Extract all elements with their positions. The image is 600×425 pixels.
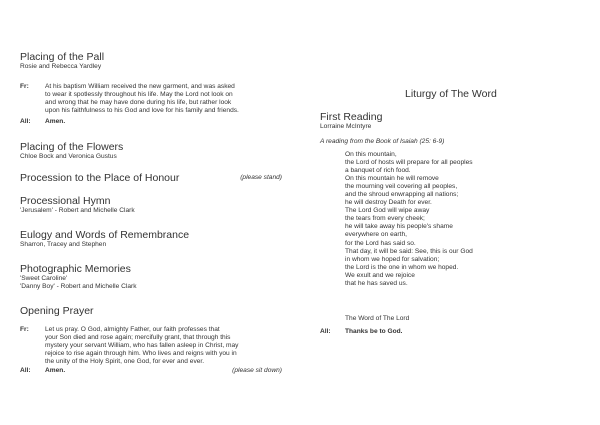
pall-title: Placing of the Pall [20,51,105,63]
pall-fr-text [45,83,282,115]
reading-line: he will take away his people's shame [345,223,453,231]
photos-item: 'Sweet Caroline' [20,275,68,282]
eulogy-section [20,229,189,249]
reading-reader: Lorraine McIntyre [320,123,372,130]
reading-text [345,151,473,288]
reading-section [320,111,382,131]
reading-line: a banquet of rich food. [345,167,411,175]
pall-fr-line: upon his faithfulness to his God and love for his family and friends. [45,107,239,114]
procession-title: Procession to the Place of Honour [20,172,180,184]
hymn-detail: 'Jerusalem' - Robert and Michelle Clark [20,207,135,214]
eulogy-title: Eulogy and Words of Remembrance [20,229,190,241]
reading-all-text: Thanks be to God. [345,328,403,335]
photos-section [20,263,137,291]
prayer-all-text: Amen. [45,367,66,374]
prayer-fr-line: mystery your servant William, who has fallen asleep in Christ, may [45,342,239,349]
photos-title: Photographic Memories [20,263,131,275]
procession-section [20,172,282,184]
eulogy-names: Sharron, Tracey and Stephen [20,241,107,248]
prayer-fr-label: Fr: [20,326,29,333]
flowers-names: Chloe Bock and Veronica Gustus [20,153,117,160]
reading-source: A reading from the Book of Isaiah (25: 6-9) [320,138,445,145]
reading-line: in whom we hoped for salvation; [345,255,440,263]
prayer-fr-line: Let us pray. O God, almighty Father, our faith professes that [45,326,220,333]
prayer-all-label: All: [20,367,31,374]
flowers-title: Placing of the Flowers [20,141,124,153]
prayer-fr-line: your Son died and rose again; mercifully grant, that through this [45,334,231,341]
reading-line: the Lord of hosts will prepare for all peoples [345,159,473,167]
hymn-section [20,195,135,215]
hymn-title: Processional Hymn [20,195,111,207]
reading-line: On this mountain he will remove [345,175,439,183]
pall-names: Rosie and Rebecca Yardley [20,63,102,70]
prayer-fr-line: the unity of the Holy Spirit, one God, for ever and ever. [45,358,205,365]
reading-line: On this mountain, [345,151,397,158]
reading-line: and the shroud enwrapping all nations; [345,191,459,199]
reading-line: that he has saved us. [345,279,408,287]
reading-line: the tears from every cheek; [345,215,425,223]
pall-fr-label: Fr: [20,83,29,90]
photos-item: 'Danny Boy' - Robert and Michelle Clark [20,283,137,290]
liturgy-title: Liturgy of The Word [405,88,497,100]
reading-all-label: All: [320,328,331,335]
reading-closing: The Word of The Lord [345,315,410,322]
pall-all-text: Amen. [45,118,66,125]
procession-note: (please stand) [240,174,282,181]
prayer-fr-line: rejoice to rise again through him. Who lives and reigns with you in [45,350,237,357]
pall-all-label: All: [20,118,31,125]
pall-section [20,51,104,71]
pall-fr-line: and wrong that he may have done during his life, but rather look [45,99,232,106]
reading-line: he will destroy Death for ever. [345,199,432,207]
prayer-title: Opening Prayer [20,305,94,317]
pall-fr-line: At his baptism William received the new garment, and was asked [45,83,235,90]
reading-line: We exult and we rejoice [345,271,415,279]
reading-line: for the Lord has said so. [345,239,416,247]
prayer-note: (please sit down) [232,367,282,374]
reading-line: The Lord God will wipe away [345,207,430,215]
reading-title: First Reading [320,111,383,123]
reading-line: That day, it will be said: See, this is our God [345,247,473,255]
pall-fr-line: to wear it spotlessly throughout his life. May the Lord not look on [45,91,233,98]
reading-line: the mourning veil covering all peoples, [345,183,458,191]
prayer-fr-text [45,326,282,366]
prayer-section [20,305,94,317]
reading-line: the Lord is the one in whom we hoped. [345,263,459,271]
reading-line: everywhere on earth, [345,231,407,239]
flowers-section [20,141,123,161]
